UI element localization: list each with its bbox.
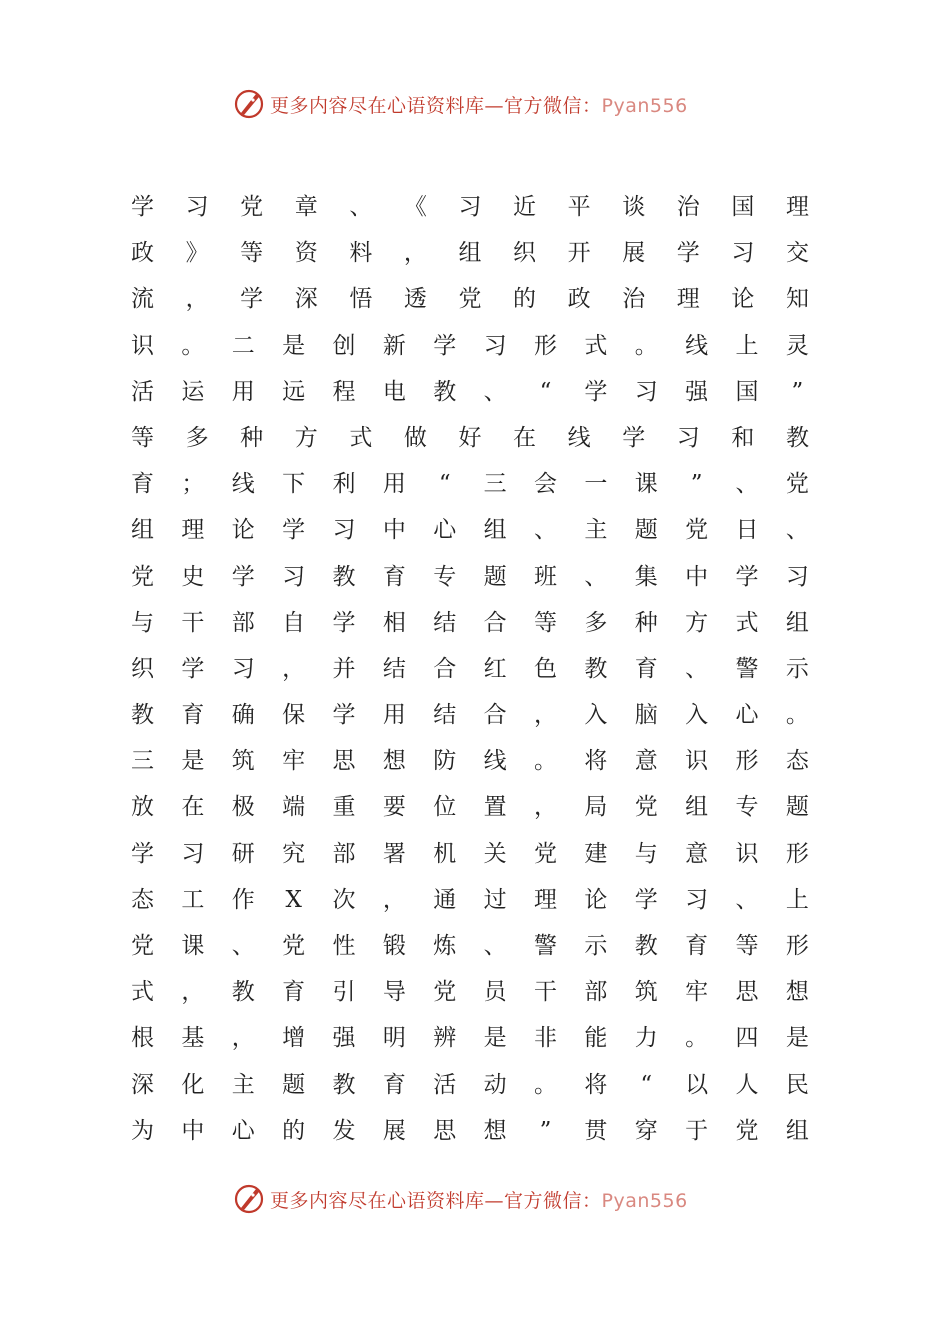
header-watermark-banner (232, 86, 688, 122)
body-line: 流 ， 学 深 悟 透 党 的 政 治 理 论 知 (131, 286, 809, 313)
body-line: 学 习 党 章 、 《 习 近 平 谈 治 国 理 (131, 194, 809, 220)
header-banner-main: 更多内容尽在心语资料库 (270, 94, 485, 117)
body-line: 与 干 部 自 学 相 结 合 等 多 种 方 式 组 (131, 609, 809, 636)
footer-banner-text (270, 1186, 688, 1213)
header-banner-text (270, 91, 688, 118)
body-line: 三 是 筑 牢 思 想 防 线 。 将 意 识 形 态 (131, 748, 809, 775)
pen-nib-logo-icon (232, 87, 266, 121)
body-line: 党 课 、 党 性 锻 炼 、 警 示 教 育 等 形 (131, 933, 809, 959)
footer-watermark-banner (232, 1181, 688, 1217)
body-line: 组 理 论 学 习 中 心 组 、 主 题 党 日 、 (131, 517, 809, 544)
header-banner-handle: Pyan556 (601, 94, 688, 117)
body-line: 等 多 种 方 式 做 好 在 线 学 习 和 教 (131, 424, 809, 451)
body-line: 育 ； 线 下 利 用 “ 三 会 一 课 ” 、 党 (131, 471, 809, 498)
body-line: 党 史 学 习 教 育 专 题 班 、 集 中 学 习 (131, 563, 809, 590)
footer-banner-dash: — (484, 1189, 505, 1212)
pen-nib-logo-icon (232, 1182, 266, 1216)
body-line: 识 。 二 是 创 新 学 习 形 式 。 线 上 灵 (131, 332, 809, 359)
footer-banner-handle: Pyan556 (601, 1189, 688, 1212)
body-line: 教 育 确 保 学 用 结 合 ， 入 脑 入 心 。 (131, 702, 809, 729)
footer-banner-main: 更多内容尽在心语资料库 (270, 1189, 485, 1212)
body-line: 学 习 研 究 部 署 机 关 党 建 与 意 识 形 (131, 840, 809, 867)
body-line: 为 中 心 的 发 展 思 想 ” 贯 穿 于 党 组 (131, 1117, 809, 1144)
body-line: 活 运 用 远 程 电 教 、 “ 学 习 强 国 ” (131, 378, 804, 405)
body-line: 深 化 主 题 教 育 活 动 。 将 “ 以 人 民 (131, 1071, 809, 1098)
body-line: 态 工 作 X 次 ， 通 过 理 论 学 习 、 上 (131, 886, 809, 913)
document-body (130, 184, 810, 1154)
body-line: 放 在 极 端 重 要 位 置 ， 局 党 组 专 题 (131, 794, 809, 821)
body-line: 政 》 等 资 料 ， 组 织 开 展 学 习 交 (131, 240, 809, 267)
header-banner-wechat-label: 官方微信： (504, 94, 602, 117)
body-line: 式 ， 教 育 引 导 党 员 干 部 筑 牢 思 想 (131, 979, 809, 1006)
body-line: 根 基 ， 增 强 明 辨 是 非 能 力 。 四 是 (131, 1025, 809, 1052)
footer-banner-wechat-label: 官方微信： (504, 1189, 602, 1212)
body-line: 织 学 习 ， 并 结 合 红 色 教 育 、 警 示 (131, 655, 809, 682)
header-banner-dash: — (484, 94, 505, 117)
